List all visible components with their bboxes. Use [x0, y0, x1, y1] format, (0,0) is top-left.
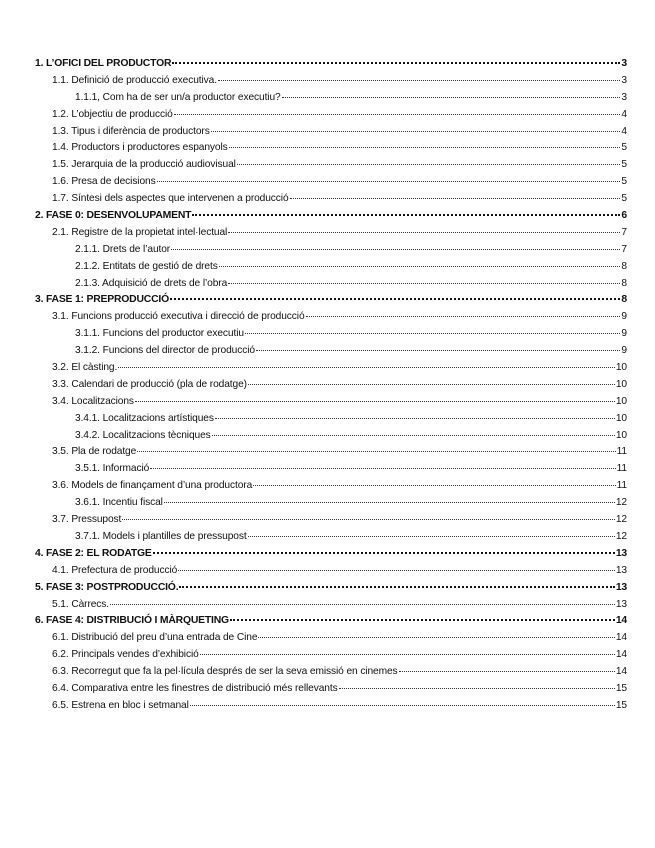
dot-leader: [229, 147, 621, 148]
dot-leader: [306, 316, 621, 317]
toc-entry-page: 11: [616, 463, 627, 475]
toc-entry-title: 1.3. Tipus i diferència de productors: [52, 125, 210, 137]
toc-entry-page: 14: [615, 615, 627, 627]
toc-entry[interactable]: [35, 311, 627, 328]
dot-leader: [218, 80, 620, 81]
toc-entry-page: 14: [615, 666, 627, 678]
toc-entry-title: 6.2. Principals vendes d’exhibició: [52, 649, 199, 661]
toc-entry-page: 8: [621, 260, 627, 272]
toc-entry-page: 8: [621, 277, 627, 289]
dot-leader: [215, 418, 615, 419]
toc-entry-page: 10: [615, 412, 627, 424]
toc-entry[interactable]: [35, 615, 627, 632]
toc-entry-page: 9: [621, 328, 627, 340]
toc-entry-page: 9: [621, 311, 627, 323]
toc-entry-title: 2.1.1. Drets de l’autor: [75, 243, 171, 255]
dot-leader: [258, 637, 614, 638]
toc-entry[interactable]: [35, 480, 627, 497]
toc-entry-page: 3: [621, 74, 627, 86]
toc-entry-title: 1.4. Productors i productores espanyols: [52, 142, 228, 154]
dot-leader: [171, 249, 620, 250]
toc-entry[interactable]: [35, 345, 627, 362]
toc-entry-title: 1.2. L’objectiu de producció: [52, 108, 173, 120]
toc-entry[interactable]: [35, 497, 627, 514]
toc-entry[interactable]: [35, 446, 627, 463]
toc-entry[interactable]: [35, 531, 627, 548]
toc-entry-page: 5: [621, 159, 627, 171]
toc-entry-page: 5: [621, 142, 627, 154]
dot-leader: [256, 350, 620, 351]
toc-entry-title: 3.4. Localitzacions: [52, 395, 134, 407]
toc-entry-page: 13: [615, 598, 627, 610]
toc-entry-page: 15: [615, 699, 627, 711]
toc-entry-title: 3.1.1. Funcions del productor executiu: [75, 328, 244, 340]
dot-leader: [200, 654, 615, 655]
dot-leader: [282, 97, 621, 98]
toc-entry-page: 10: [615, 429, 627, 441]
dot-leader: [399, 671, 615, 672]
dot-leader: [245, 333, 620, 334]
toc-entry-page: 12: [615, 530, 627, 542]
toc-entry-title: 2. FASE 0: DESENVOLUPAMENT: [35, 210, 192, 222]
toc-entry[interactable]: [35, 379, 627, 396]
dot-leader: [190, 705, 615, 706]
toc-entry-page: 6: [621, 210, 627, 222]
toc-entry-page: 14: [615, 632, 627, 644]
toc-entry-title: 5.1. Càrrecs.: [52, 598, 110, 610]
toc-entry-title: 2.1. Registre de la propietat intel·lectual: [52, 226, 228, 238]
toc-entry[interactable]: [35, 396, 627, 413]
toc-entry[interactable]: [35, 328, 627, 345]
dot-leader: [290, 198, 621, 199]
toc-entry-title: 6.1. Distribució del preu d’una entrada de Cine: [52, 632, 258, 644]
dot-leader: [219, 266, 621, 267]
dot-leader: [150, 468, 615, 469]
toc-entry-title: 1. L’OFICI DEL PRODUCTOR: [35, 58, 172, 69]
toc-entry[interactable]: [35, 632, 627, 649]
toc-entry[interactable]: [35, 75, 627, 92]
toc-entry-title: 3.4.1. Localitzacions artístiques: [75, 412, 214, 424]
toc-entry-page: 14: [615, 649, 627, 661]
toc-entry-title: 3. FASE 1: PREPRODUCCIÓ: [35, 294, 169, 306]
toc-entry-title: 3.5.1. Informació: [75, 463, 150, 475]
dot-leader: [174, 114, 621, 115]
toc-entry-page: 13: [615, 581, 627, 593]
dot-leader: [122, 519, 615, 520]
toc-entry-title: 3.7.1. Models i plantilles de pressupost: [75, 530, 247, 542]
toc-entry[interactable]: [35, 565, 627, 582]
dot-leader: [179, 586, 614, 588]
toc-entry[interactable]: [35, 210, 627, 227]
dot-leader: [253, 485, 615, 486]
toc-entry-title: 6.5. Estrena en bloc i setmanal: [52, 699, 189, 711]
toc-entry-page: 4: [621, 125, 627, 137]
toc-entry-title: 1.1. Definició de producció executiva.: [52, 74, 217, 86]
toc-entry-page: 7: [621, 243, 627, 255]
toc-entry[interactable]: [35, 649, 627, 666]
toc-entry-page: 5: [621, 193, 627, 205]
toc-entry-page: 5: [621, 176, 627, 188]
toc-entry[interactable]: [35, 362, 627, 379]
toc-entry[interactable]: [35, 683, 627, 700]
toc-entry-page: 11: [616, 480, 627, 492]
toc-entry[interactable]: [35, 463, 627, 480]
dot-leader: [248, 536, 615, 537]
toc-entry-page: 10: [615, 395, 627, 407]
toc-entry-page: 12: [615, 514, 627, 526]
toc-entry-title: 6.3. Recorregut que fa la pel·lícula després de ser la seva emissió en cinemes: [52, 666, 398, 678]
toc-entry[interactable]: [35, 666, 627, 683]
toc-entry[interactable]: [35, 413, 627, 430]
toc-entry-title: 3.2. El càsting.: [52, 362, 118, 374]
toc-entry-title: 3.3. Calendari de producció (pla de rodatge): [52, 378, 247, 390]
dot-leader: [135, 401, 615, 402]
toc-entry-page: 10: [615, 378, 627, 390]
toc-entry-title: 3.1. Funcions producció executiva i direcció de producció: [52, 311, 305, 323]
toc-entry-page: 4: [621, 108, 627, 120]
toc-entry-title: 6. FASE 4: DISTRIBUCIÓ I MÀRQUETING: [35, 615, 229, 627]
toc-entry-title: 1.7. Síntesi dels aspectes que intervenen a producció: [52, 193, 289, 205]
toc-entry[interactable]: [35, 109, 627, 126]
toc-entry-page: 10: [615, 362, 627, 374]
toc-entry[interactable]: [35, 261, 627, 278]
dot-leader: [170, 298, 620, 300]
toc-entry-page: 11: [616, 446, 627, 458]
toc-entry-title: 1.5. Jerarquia de la producció audiovisual: [52, 159, 236, 171]
dot-leader: [110, 604, 615, 605]
toc-entry[interactable]: [35, 278, 627, 295]
toc-entry-title: 3.1.2. Funcions del director de producció: [75, 345, 255, 357]
toc-entry[interactable]: [35, 548, 627, 565]
toc-entry[interactable]: [35, 514, 627, 531]
toc-entry-title: 3.6. Models de finançament d’una productora: [52, 480, 253, 492]
toc-entry[interactable]: [35, 92, 627, 109]
dot-leader: [164, 502, 615, 503]
dot-leader: [339, 688, 615, 689]
dot-leader: [228, 283, 620, 284]
toc-entry[interactable]: [35, 244, 627, 261]
toc-entry[interactable]: [35, 159, 627, 176]
toc-entry[interactable]: [35, 142, 627, 159]
toc-entry-page: 15: [615, 682, 627, 694]
dot-leader: [172, 62, 620, 64]
dot-leader: [230, 619, 615, 621]
dot-leader: [248, 384, 615, 385]
toc-entry-title: 1.6. Presa de decisions: [52, 176, 156, 188]
dot-leader: [118, 367, 615, 368]
dot-leader: [178, 570, 615, 571]
toc-entry[interactable]: [35, 176, 627, 193]
dot-leader: [137, 451, 615, 452]
dot-leader: [153, 552, 615, 554]
toc-entry-title: 4. FASE 2: EL RODATGE: [35, 547, 152, 559]
dot-leader: [192, 214, 620, 216]
toc-entry[interactable]: [35, 599, 627, 616]
toc-entry-title: 1.1.1, Com ha de ser un/a productor executiu?: [75, 91, 281, 103]
toc-entry[interactable]: [35, 582, 627, 599]
toc-entry-title: 6.4. Comparativa entre les finestres de distribució més rellevants: [52, 682, 338, 694]
dot-leader: [212, 435, 615, 436]
toc-entry[interactable]: [35, 193, 627, 210]
toc-entry-title: 5. FASE 3: POSTPRODUCCIÓ.: [35, 581, 179, 593]
toc-entry[interactable]: [35, 58, 627, 75]
toc-entry-page: 13: [615, 564, 627, 576]
toc-entry[interactable]: [35, 700, 627, 717]
dot-leader: [211, 131, 621, 132]
toc-entry-page: 8: [621, 294, 627, 306]
dot-leader: [237, 164, 621, 165]
toc-entry-page: 9: [621, 345, 627, 357]
dot-leader: [157, 181, 621, 182]
toc-entry-page: 7: [621, 226, 627, 238]
toc-entry-title: 3.5. Pla de rodatge: [52, 446, 137, 458]
table-of-contents: [35, 58, 627, 717]
toc-entry-page: 3: [621, 91, 627, 103]
dot-leader: [228, 232, 620, 233]
toc-entry[interactable]: [35, 126, 627, 143]
toc-entry-title: 3.4.2. Localitzacions tècniques: [75, 429, 211, 441]
toc-entry-page: 13: [615, 547, 627, 559]
toc-entry-title: 2.1.3. Adquisició de drets de l’obra: [75, 277, 228, 289]
toc-entry-title: 2.1.2. Entitats de gestió de drets: [75, 260, 218, 272]
toc-entry-title: 3.7. Pressupost: [52, 514, 122, 526]
toc-entry[interactable]: [35, 227, 627, 244]
toc-entry[interactable]: [35, 294, 627, 311]
toc-entry[interactable]: [35, 430, 627, 447]
toc-entry-title: 4.1. Prefectura de producció: [52, 564, 178, 576]
toc-entry-page: 12: [615, 497, 627, 509]
toc-entry-page: 3: [621, 58, 627, 69]
toc-entry-title: 3.6.1. Incentiu fiscal: [75, 497, 163, 509]
